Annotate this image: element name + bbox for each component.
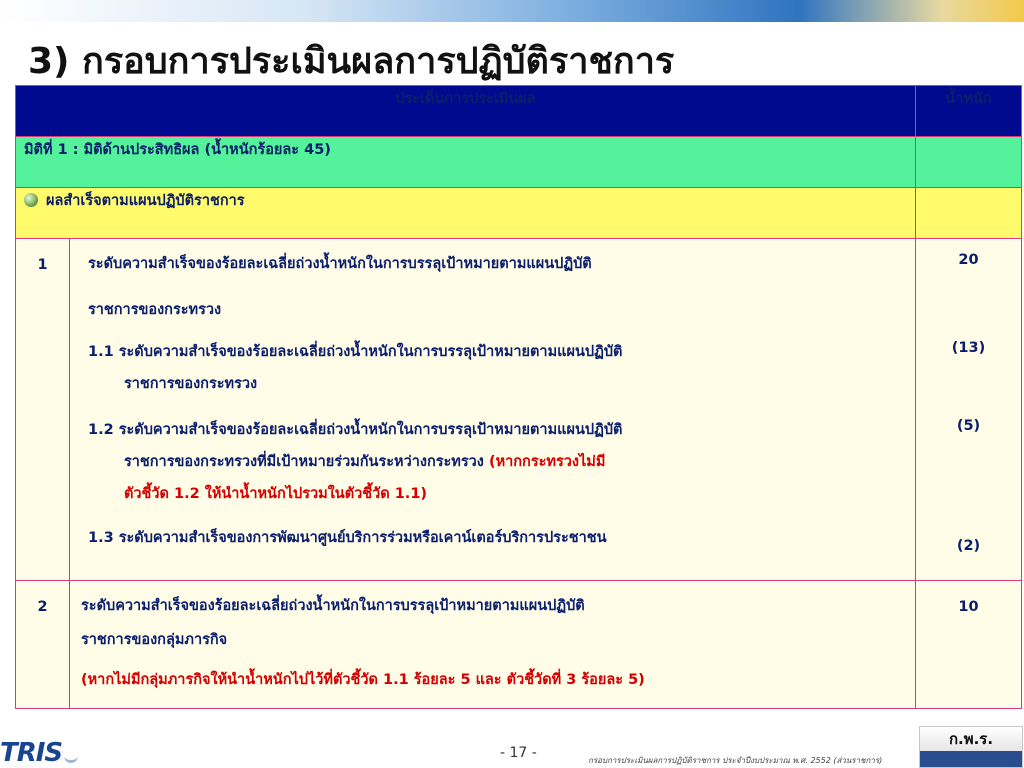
row-weights (916, 239, 1022, 581)
group-cell (16, 188, 916, 239)
tris-logo: TRIS (0, 738, 63, 768)
group-weight-cell (916, 188, 1022, 239)
dimension-row (16, 137, 1022, 188)
opdc-logo-text: ก.พ.ร. (920, 727, 1022, 751)
indicator-1-2-weight: (5) (956, 418, 981, 434)
indicator-1-1-weight: (13) (951, 340, 986, 356)
top-banner (0, 0, 1024, 22)
indicator-1-line2: ราชการของกระทรวง (88, 302, 222, 318)
opdc-logo (919, 726, 1023, 768)
indicator-2-line2: ราชการของกลุ่มภารกิจ (81, 632, 228, 648)
group-row (16, 188, 1022, 239)
row-content (70, 581, 916, 709)
tris-logo-swoosh (64, 752, 78, 763)
header-weight: น้ำหนัก (916, 86, 1022, 137)
header-topic: ประเด็นการประเมินผล (16, 86, 916, 137)
indicator-1-line1: ระดับความสำเร็จของร้อยละเฉลี่ยถ่วงน้ำหนักในการบรรลุเป้าหมายตามแผนปฏิบัติ (88, 256, 592, 272)
indicator-1-2-line2 (88, 450, 914, 482)
table-row (16, 581, 1022, 709)
indicator-1-3-weight: (2) (956, 538, 981, 554)
table-row (16, 239, 1022, 581)
indicator-1-weight: 20 (958, 252, 979, 268)
indicator-1-2-note-part1: (หากกระทรวงไม่มี (488, 454, 606, 470)
indicator-1-1-line1: 1.1 ระดับความสำเร็จของร้อยละเฉลี่ยถ่วงน้ำหนักในการบรรลุเป้าหมายตามแผนปฏิบัติ (88, 344, 623, 360)
indicator-2-weight: 10 (916, 581, 1022, 709)
indicator-1-2-line2-text: ราชการของกระทรวงที่มีเป้าหมายร่วมกันระหว่างกระทรวง (124, 454, 484, 470)
evaluation-framework-table (15, 85, 1022, 709)
page-number: - 17 - (500, 745, 537, 761)
row-number: 2 (16, 581, 70, 709)
slide-title: 3) กรอบการประเมินผลการปฏิบัติราชการ (28, 41, 675, 82)
table-header-row (16, 86, 1022, 137)
indicator-1-1-line2: ราชการของกระทรวง (124, 376, 258, 392)
dimension-label: มิติที่ 1 : มิติด้านประสิทธิผล (น้ำหนักร้อยละ 45) (16, 137, 916, 188)
green-ball-bullet-icon (24, 193, 38, 207)
dimension-weight-cell (916, 137, 1022, 188)
indicator-1-3-line1: 1.3 ระดับความสำเร็จของการพัฒนาศูนย์บริการร่วมหรือเคาน์เตอร์บริการประชาชน (88, 530, 607, 546)
row-number: 1 (16, 239, 70, 581)
indicator-2-line1: ระดับความสำเร็จของร้อยละเฉลี่ยถ่วงน้ำหนักในการบรรลุเป้าหมายตามแผนปฏิบัติ (81, 598, 585, 614)
indicator-2-note: (หากไม่มีกลุ่มภารกิจให้นำน้ำหนักไปไว้ที่ตัวชี้วัด 1.1 ร้อยละ 5 และ ตัวชี้วัดที่ 3 ร้อยละ 5) (81, 672, 645, 688)
footer-note: กรอบการประเมินผลการปฏิบัติราชการ ประจำปีงบประมาณ พ.ศ. 2552 (ส่วนราชการ) (588, 756, 883, 765)
row-content (70, 239, 916, 581)
indicator-1-2-note-part2: ตัวชี้วัด 1.2 ให้นำน้ำหนักไปรวมในตัวชี้วัด 1.1) (124, 486, 428, 502)
group-label: ผลสำเร็จตามแผนปฏิบัติราชการ (46, 193, 245, 209)
opdc-logo-band (920, 751, 1022, 767)
indicator-1-2-line1: 1.2 ระดับความสำเร็จของร้อยละเฉลี่ยถ่วงน้ำหนักในการบรรลุเป้าหมายตามแผนปฏิบัติ (88, 422, 623, 438)
